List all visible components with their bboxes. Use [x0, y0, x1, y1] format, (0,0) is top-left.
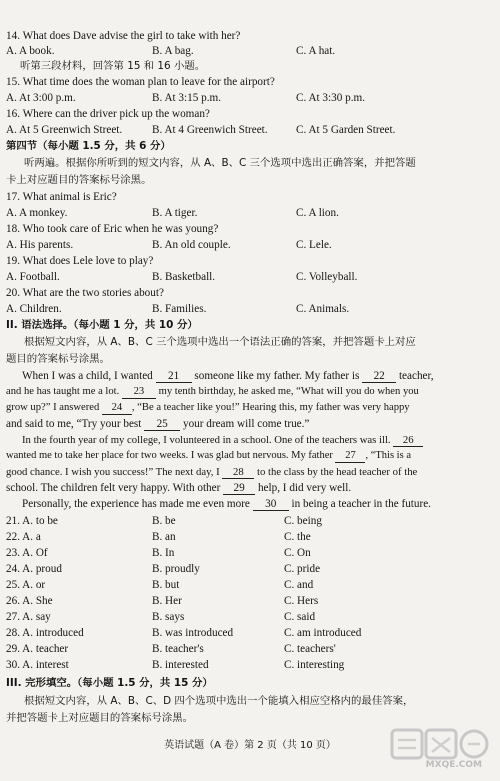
passage-text: , “This is a [365, 450, 411, 461]
blank-22: 22 [362, 370, 396, 383]
passage-text: grow up?” I answered [6, 402, 100, 413]
passage-text: help, I did very well. [257, 482, 352, 494]
q16-option-b: B. At 4 Greenwich Street. [152, 124, 268, 136]
option-25-c: C. and [284, 579, 314, 591]
q17-option-c: C. A lion. [296, 207, 339, 219]
blank-23: 23 [122, 386, 156, 399]
q16-stem: 16. Where can the driver pick up the woman? [6, 108, 210, 120]
option-21-c: C. being [284, 515, 322, 527]
passage-text: good chance. I wish you success!” The next day, I [6, 466, 220, 478]
q15-option-a: A. At 3:00 p.m. [6, 92, 76, 104]
option-21-b: B. be [152, 515, 176, 527]
q18-option-a: A. His parents. [6, 239, 74, 251]
q19-option-c: C. Volleyball. [296, 271, 358, 283]
passage-line [6, 449, 494, 463]
passage-text: school. The children felt very happy. With other [6, 482, 221, 494]
option-29-c: C. teachers' [284, 643, 336, 655]
passage-text: to the class by the head teacher of the [257, 466, 418, 478]
q14-option-b: B. A bag. [152, 45, 194, 57]
q19-stem: 19. What does Lele love to play? [6, 255, 154, 267]
section4-instruction-line1: 听两遍。根据你所听到的短文内容，从 A、B、C 三个选项中选出正确答案，并把答题 [24, 157, 416, 169]
q14-option-c: C. A hat. [296, 45, 336, 57]
passage-text: and he has taught me a lot. [6, 386, 120, 397]
q16-option-a: A. At 5 Greenwich Street. [6, 124, 123, 136]
part2-title: II. 语法选择。（每小题 1 分，共 10 分） [6, 319, 198, 331]
q16-option-c: C. At 5 Garden Street. [296, 124, 396, 136]
section4-title: 第四节（每小题 1.5 分，共 6 分） [6, 140, 171, 152]
passage-text: In the fourth year of my college, I volunteered in a school. One of the teachers was ill. [22, 434, 391, 446]
part3-instruction-line1: 根据短文内容，从 A、B、C、D 四个选项中选出一个能填入相应空格内的最佳答案， [24, 695, 414, 707]
option-23-c: C. On [284, 547, 311, 559]
q14-option-a: A. A book. [6, 45, 55, 57]
q20-option-c: C. Animals. [296, 303, 350, 315]
passage-line [22, 369, 494, 383]
option-24-b: B. proudly [152, 563, 200, 575]
part3-instruction-line2: 并把答题卡上对应题目的答案标号涂黑。 [6, 712, 194, 724]
part2-instruction-line2: 题目的答案标号涂黑。 [6, 353, 110, 365]
instruction-15-16: 听第三段材料，回答第 15 和 16 小题。 [20, 60, 206, 72]
q15-option-b: B. At 3:15 p.m. [152, 92, 221, 104]
q20-stem: 20. What are the two stories about? [6, 287, 164, 299]
passage-line [6, 417, 494, 431]
option-26-b: B. Her [152, 595, 182, 607]
part2-instruction-line1: 根据短文内容，从 A、B、C 三个选项中选出一个语法正确的答案，并把答题卡上对应 [24, 336, 416, 348]
blank-28: 28 [222, 466, 254, 479]
q20-option-a: A. Children. [6, 303, 62, 315]
section4-instruction-line2: 卡上对应题目的答案标号涂黑。 [6, 174, 152, 186]
option-26-a: 26. A. She [6, 595, 53, 607]
page-footer: 英语试题（A 卷）第 2 页（共 10 页） [164, 740, 336, 751]
passage-line [6, 385, 494, 399]
passage-line [6, 481, 494, 495]
blank-24: 24 [102, 402, 132, 415]
passage-text: in being a teacher in the future. [291, 498, 431, 510]
q17-stem: 17. What animal is Eric? [6, 191, 117, 203]
passage-text: When I was a child, I wanted [22, 370, 153, 382]
q14-stem: 14. What does Dave advise the girl to take with her? [6, 30, 241, 42]
q20-option-b: B. Families. [152, 303, 207, 315]
q19-option-a: A. Football. [6, 271, 60, 283]
blank-25: 25 [144, 418, 180, 431]
q15-stem: 15. What time does the woman plan to leave for the airport? [6, 76, 275, 88]
passage-text: teacher, [398, 370, 434, 382]
option-27-a: 27. A. say [6, 611, 51, 623]
passage-text: someone like my father. My father is [194, 370, 360, 382]
option-24-c: C. pride [284, 563, 321, 575]
option-23-b: B. In [152, 547, 175, 559]
passage-text: your dream will come true.” [182, 418, 310, 430]
passage-line [22, 433, 494, 447]
passage-text: my tenth birthday, he asked me, “What will you do when you [158, 386, 419, 397]
option-28-c: C. am introduced [284, 627, 362, 639]
option-26-c: C. Hers [284, 595, 319, 607]
q15-option-c: C. At 3:30 p.m. [296, 92, 365, 104]
option-21-a: 21. A. to be [6, 515, 58, 527]
blank-21: 21 [156, 370, 192, 383]
passage-line [6, 465, 494, 479]
q18-stem: 18. Who took care of Eric when he was young? [6, 223, 219, 235]
option-25-b: B. but [152, 579, 180, 591]
option-25-a: 25. A. or [6, 579, 46, 591]
watermark-site: MXQE.COM [425, 760, 482, 770]
option-28-b: B. was introduced [152, 627, 234, 639]
q19-option-b: B. Basketball. [152, 271, 216, 283]
option-24-a: 24. A. proud [6, 563, 62, 575]
blank-27: 27 [335, 450, 365, 463]
passage-line [6, 401, 494, 415]
blank-26: 26 [393, 434, 423, 447]
blank-30: 30 [253, 498, 289, 511]
q18-option-b: B. An old couple. [152, 239, 231, 251]
option-28-a: 28. A. introduced [6, 627, 84, 639]
option-22-a: 22. A. a [6, 531, 41, 543]
passage-text: Personally, the experience has made me even more [22, 498, 250, 510]
passage-text: and said to me, “Try your best [6, 418, 142, 430]
option-30-b: B. interested [152, 659, 209, 671]
passage-text: wanted me to take her place for two weeks. I was glad but nervous. My father [6, 450, 333, 461]
q17-option-b: B. A tiger. [152, 207, 198, 219]
option-22-b: B. an [152, 531, 176, 543]
option-30-a: 30. A. interest [6, 659, 69, 671]
q17-option-a: A. A monkey. [6, 207, 68, 219]
part3-title: III. 完形填空。（每小题 1.5 分，共 15 分） [6, 677, 213, 689]
option-29-a: 29. A. teacher [6, 643, 69, 655]
option-27-b: B. says [152, 611, 185, 623]
passage-line [22, 497, 494, 511]
option-29-b: B. teacher's [152, 643, 204, 655]
blank-29: 29 [223, 482, 255, 495]
passage-text: , “Be a teacher like you!” Hearing this, my father was very happy [131, 402, 410, 413]
option-27-c: C. said [284, 611, 316, 623]
watermark-logo [388, 726, 492, 776]
q18-option-c: C. Lele. [296, 239, 332, 251]
option-30-c: C. interesting [284, 659, 345, 671]
option-23-a: 23. A. Of [6, 547, 48, 559]
option-22-c: C. the [284, 531, 311, 543]
